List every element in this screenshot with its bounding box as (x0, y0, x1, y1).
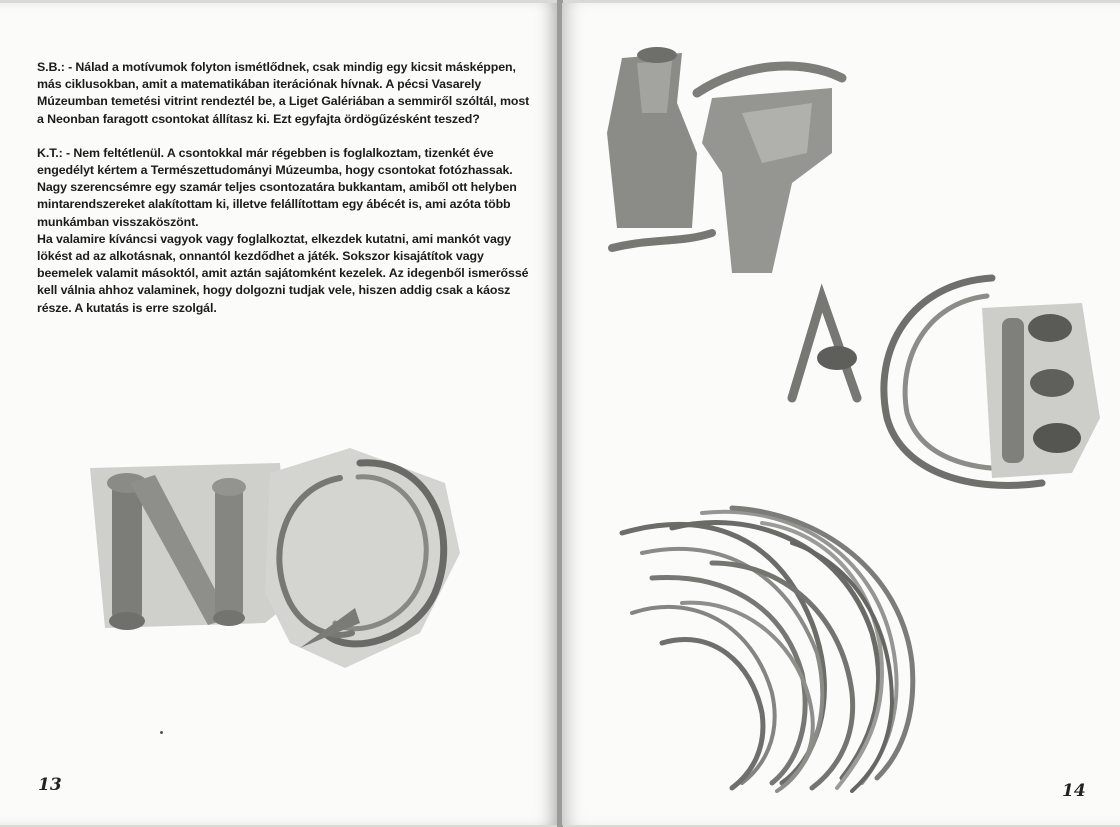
interview-text (37, 59, 532, 317)
bone-letters-no (90, 443, 470, 683)
page-number-right: 14 (1062, 781, 1086, 801)
right-page (562, 3, 1120, 825)
paragraph-sb: S.B.: - Nálad a motívumok folyton ismétlődnek, csak mindig egy kicsit másképpen, más ciklusokban, amit a matematikában iterációnak hívnak. A pécsi Vasarely Múzeumban temetési vitrint rendeztél be, a Liget Galériában a semmiről szóltál, most a Neonban faragott csontokat állítasz ki. Ezt egyfajta ördögűzésként teszed? (37, 60, 530, 126)
left-page (0, 3, 558, 825)
paragraph-kt-2: Ha valamire kíváncsi vagyok vagy foglalkoztat, elkezdek kutatni, ami mankót vagy lökést ad az alkotásnak, onnantól kezdődhet a játék. Sokszor kisajátítok vagy beemelek valamit másoktól, amit aztán sajátomként kezelek. Az idegenből ismerőssé kell válnia ahhoz valaminek, hogy dolgozni tudjak vele, hiszen addig csak a káosz része. A kutatás is erre szolgál. (37, 231, 529, 315)
stray-dot (160, 731, 163, 734)
bone-letters-top (602, 43, 852, 273)
page-number-left: 13 (38, 775, 62, 795)
bone-letters-ace (782, 268, 1102, 503)
paragraph-kt-1: K.T.: - Nem feltétlenül. A csontokkal már régebben is foglalkoztam, tizenkét éve engedélyt kértem a Természettudományi Múzeumba, hogy csontokat fotózhassak. Nagy szerencsémre egy szamár teljes csontozatára bukkantam, amiből ott helyben mintarendszereket alakítottam ki, illetve felállítottam egy ábécét is, ami azóta több munkámban visszaköszönt. (37, 145, 517, 229)
rib-pile (612, 503, 922, 793)
